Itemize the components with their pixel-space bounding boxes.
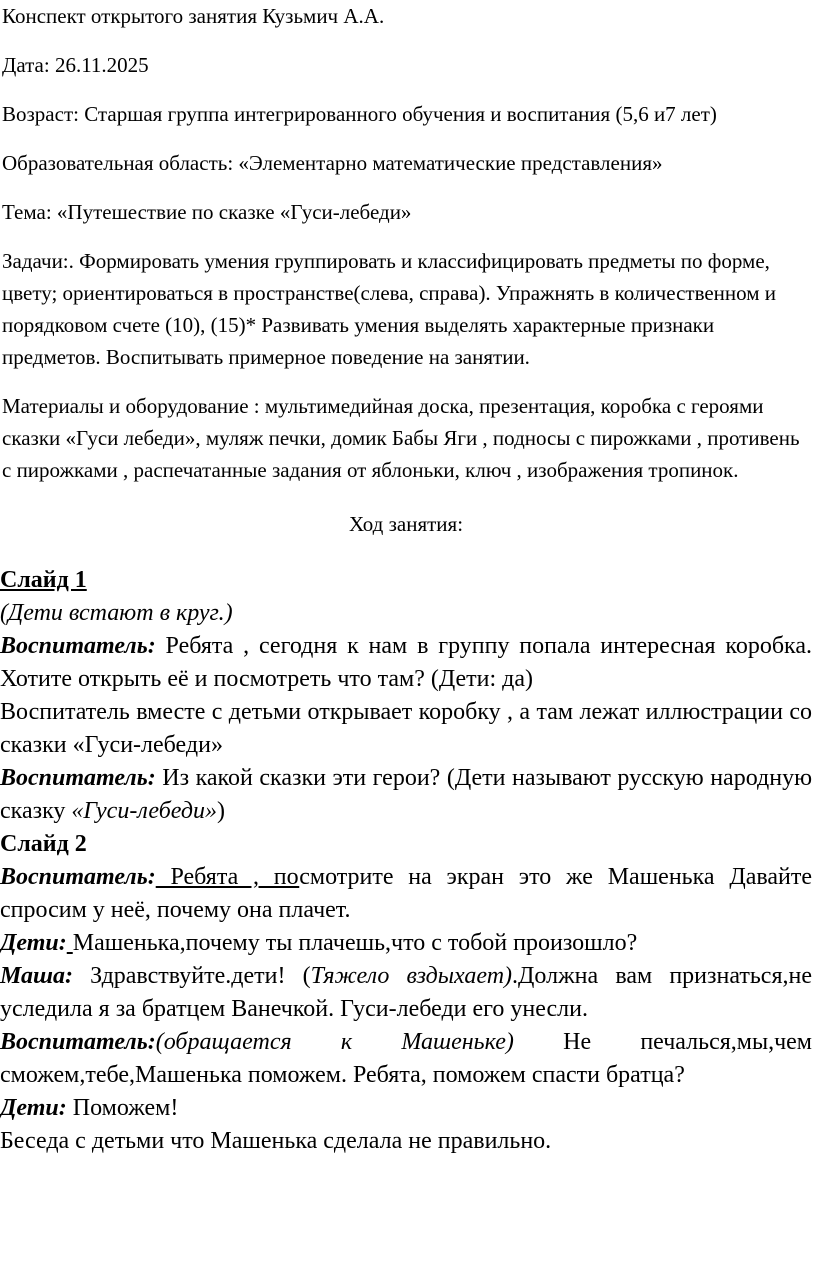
slide1-line3 (0, 762, 812, 828)
speech-text: Здравствуйте.дети! ( (72, 963, 311, 989)
slide2-line4 (0, 1026, 812, 1092)
speech-text: Не печалься,мы,чем сможем,тебе,Машенька поможем. Ребята, поможем спасти братца? (0, 1029, 812, 1088)
progress-heading: Ход занятия: (348, 512, 464, 536)
slide2-section (0, 828, 816, 1158)
slide1-line1 (0, 630, 812, 696)
stage-note: Тяжело вздыхает) (310, 963, 513, 989)
speaker-label: Воспитатель: (0, 864, 156, 890)
slide1-heading: Слайд 1 (0, 567, 87, 593)
speech-end: .Должна вам признаться,не уследила я за братцем Ванечкой. Гуси-лебеди его унесли. (0, 963, 812, 1022)
speaker-label: Воспитатель: (0, 765, 156, 791)
area-line: Образовательная область: «Элементарно математические представления» (2, 151, 663, 175)
speaker-label: Маша: (0, 963, 73, 989)
stage-note: (обращается к Машеньке) (155, 1029, 514, 1055)
slide1-section (0, 564, 816, 828)
slide2-line3 (0, 960, 812, 1026)
age-line: Возраст: Старшая группа интегрированного обучения и воспитания (5,6 и7 лет) (2, 102, 717, 126)
speech-text: Машенька,почему ты плачешь,что с тобой произошло? (72, 930, 638, 956)
tasks-paragraph: Задачи:. Формировать умения группировать и классифицировать предметы по форме, цвету; ориентироваться в пространстве(слева, справа). Упражнять в количественном и порядковом счете (10), (15)* Развивать умения выделять характерные признаки предметов. Воспитывать примерное поведение на занятии. (2, 249, 777, 369)
slide1-line2: Воспитатель вместе с детьми открывает коробку , а там лежат иллюстрации со сказки «Гуси-лебеди» (0, 699, 812, 758)
materials-paragraph: Материалы и оборудование : мультимедийная доска, презентация, коробка с героями сказки «Гуси лебеди», муляж печки, домик Бабы Яги , подносы с пирожками , противень с пирожками , распечатанные задания от яблоньки, ключ , изображения тропинок. (2, 394, 800, 482)
topic-line: Тема: «Путешествие по сказке «Гуси-лебеди» (2, 200, 412, 224)
tale-title: «Гуси-лебеди» (71, 798, 217, 824)
slide1-stage-direction: (Дети встают в круг.) (0, 600, 233, 626)
underlined-text: Ребята , по (155, 864, 300, 890)
speaker-label: Воспитатель: (0, 1029, 156, 1055)
slide2-line1 (0, 861, 812, 927)
slide2-line5 (0, 1092, 812, 1125)
slide2-heading: Слайд 2 (0, 831, 87, 857)
document-title: Конспект открытого занятия Кузьмич А.А. (2, 4, 385, 28)
speech-text: Поможем! (66, 1095, 179, 1121)
speech-text: Из какой сказки эти герои? (Дети называют русскую народную сказку (0, 765, 812, 824)
speech-text: смотрите на экран это же Машенька Давайте спросим у неё, почему она плачет. (0, 864, 812, 923)
speaker-label: Дети: (0, 1095, 67, 1121)
speaker-label: Воспитатель: (0, 633, 156, 659)
date-line: Дата: 26.11.2025 (2, 53, 149, 77)
slide2-line6: Беседа с детьми что Машенька сделала не правильно. (0, 1128, 552, 1154)
speech-end: ) (217, 798, 225, 824)
slide2-line2 (0, 927, 812, 960)
speaker-label: Дети: (0, 930, 67, 956)
speech-text: Ребята , сегодня к нам в группу попала интересная коробка. Хотите открыть её и посмотреть что там? (Дети: да) (0, 633, 812, 692)
